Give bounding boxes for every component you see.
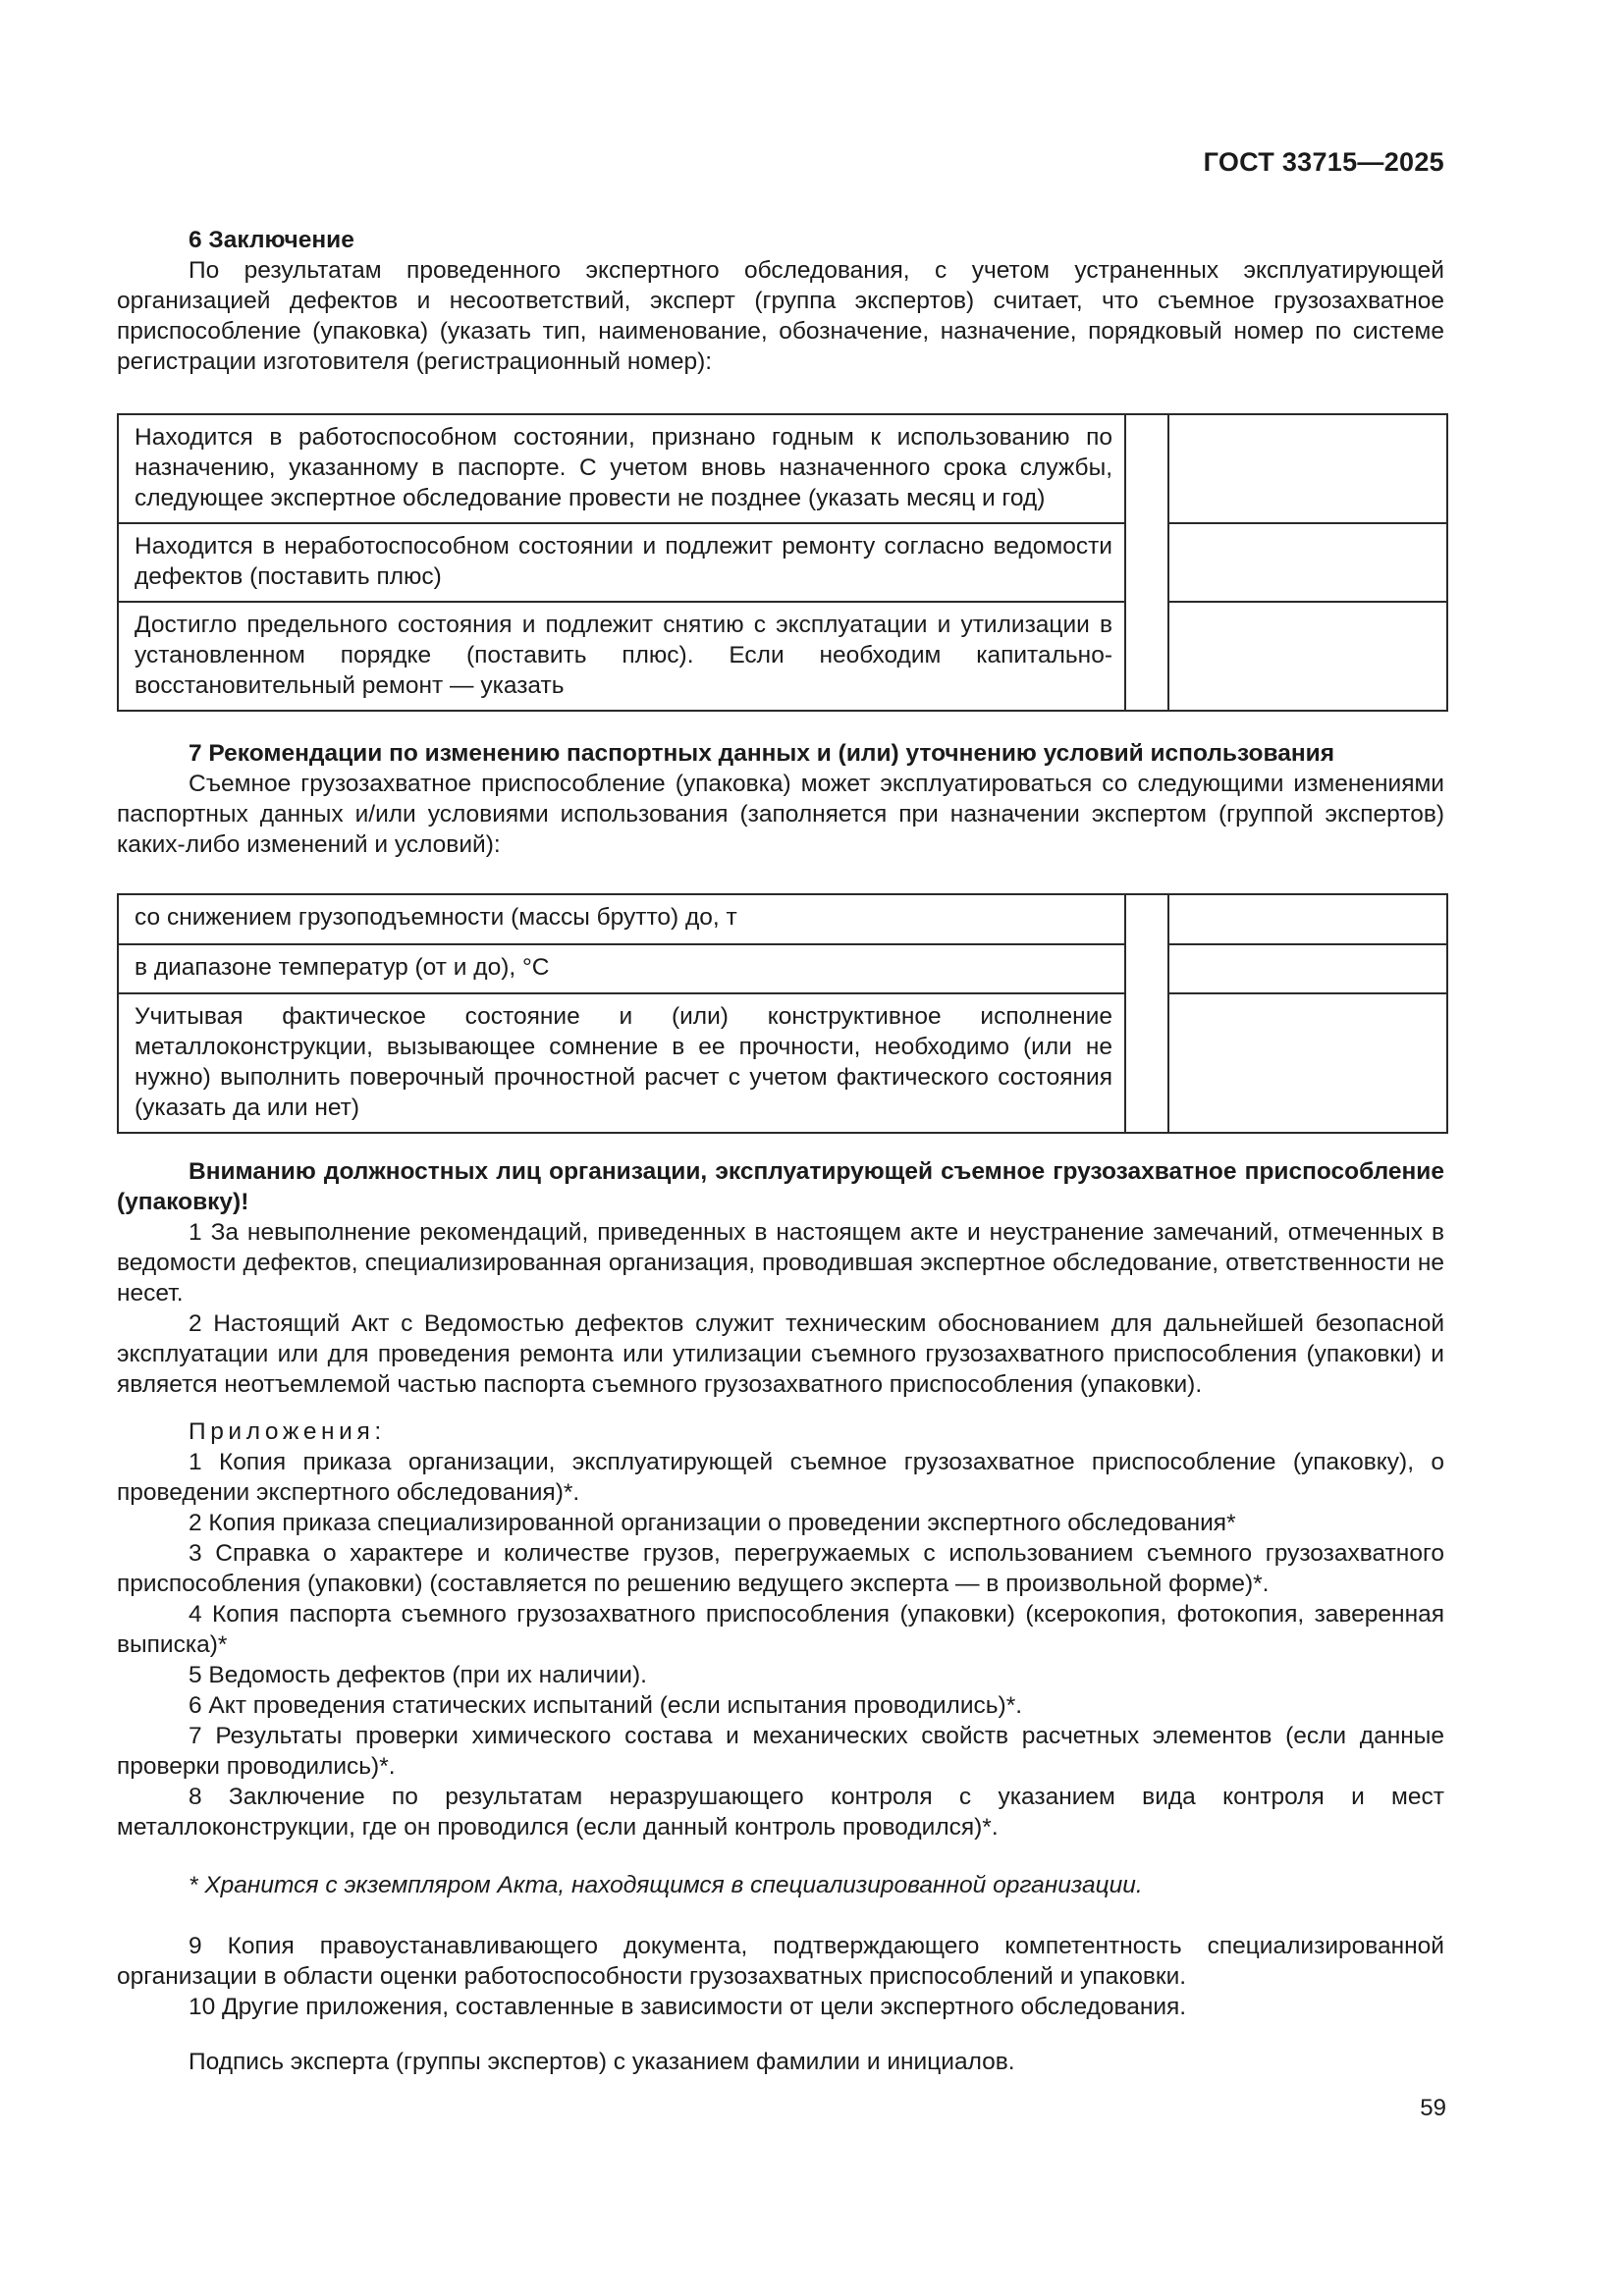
section-6-table	[117, 413, 1448, 712]
attention-section	[117, 1156, 1444, 1400]
table-cell-value[interactable]	[1168, 894, 1447, 944]
table-cell-text: Достигло предельного состояния и подлежит снятию с эксплуатации и утилизации в установленном порядке (поставить плюс). Если необходим капитально-восстановительный ремонт — указать	[118, 602, 1125, 711]
attention-title: Вниманию должностных лиц организации, эксплуатирующей съемное грузозахватное приспособление (упаковку)!	[117, 1158, 1444, 1215]
section-6-title: 6 Заключение	[189, 227, 354, 253]
list-item: 4 Копия паспорта съемного грузозахватного приспособления (упаковки) (ксерокопия, фотокопия, заверенная выписка)*	[117, 1601, 1444, 1658]
list-item: 2 Копия приказа специализированной организации о проведении экспертного обследования*	[189, 1510, 1236, 1536]
appendices-continued	[117, 1931, 1444, 2022]
table-row	[118, 414, 1447, 523]
table-row	[118, 944, 1447, 993]
table-cell-gap	[1125, 414, 1168, 523]
list-item: 1 Копия приказа организации, эксплуатирующей съемное грузозахватное приспособление (упаковку), о проведении экспертного обследования)*.	[117, 1449, 1444, 1506]
table-cell-gap	[1125, 993, 1168, 1133]
list-item: 6 Акт проведения статических испытаний (если испытания проводились)*.	[189, 1692, 1023, 1719]
appendices-section	[117, 1416, 1444, 1842]
footnote-text: * Хранится с экземпляром Акта, находящимся в специализированной организации.	[189, 1872, 1143, 1898]
list-item: 7 Результаты проверки химического состава и механических свойств расчетных элементов (если данные проверки проводились)*.	[117, 1723, 1444, 1780]
list-item: 3 Справка о характере и количестве грузов, перегружаемых с использованием съемного грузозахватного приспособления (упаковки) (составляется по решению ведущего эксперта — в произвольной форме)*.	[117, 1540, 1444, 1597]
section-6-text: По результатам проведенного экспертного обследования, с учетом устраненных эксплуатирующей организацией дефектов и несоответствий, эксперт (группа экспертов) считает, что съемное грузозахватное приспособление (упаковка) (указать тип, наименование, обозначение, назначение, порядковый номер по системе регистрации изготовителя (регистрационный номер):	[117, 257, 1444, 375]
table-cell-value[interactable]	[1168, 993, 1447, 1133]
table-cell-value[interactable]	[1168, 944, 1447, 993]
table-cell-gap	[1125, 944, 1168, 993]
section-7-table	[117, 893, 1448, 1134]
table-cell-gap	[1125, 602, 1168, 711]
section-6	[117, 225, 1444, 377]
document-code: ГОСТ 33715—2025	[1203, 147, 1444, 177]
table-cell-value[interactable]	[1168, 523, 1447, 602]
table-cell-text: Находится в работоспособном состоянии, признано годным к использованию по назначению, указанному в паспорте. С учетом вновь назначенного срока службы, следующее экспертное обследование провести не позднее (указать месяц и год)	[118, 414, 1125, 523]
table-cell-text: Учитывая фактическое состояние и (или) конструктивное исполнение металлоконструкции, вызывающее сомнение в ее прочности, необходимо (или не нужно) выполнить поверочный прочностной расчет с учетом фактического состояния (указать да или нет)	[118, 993, 1125, 1133]
appendices-title: Приложения:	[189, 1418, 386, 1445]
list-item: 9 Копия правоустанавливающего документа, подтверждающего компетентность специализированной организации в области оценки работоспособности грузозахватных приспособлений и упаковки.	[117, 1933, 1444, 1990]
table-cell-text: со снижением грузоподъемности (массы брутто) до, т	[118, 894, 1125, 944]
section-7-text: Съемное грузозахватное приспособление (упаковка) может эксплуатироваться со следующими изменениями паспортных данных и/или условиями использования (заполняется при назначении экспертом (группой экспертов) каких-либо изменений и условий):	[117, 771, 1444, 858]
table-cell-gap	[1125, 894, 1168, 944]
table-cell-text: в диапазоне температур (от и до), °С	[118, 944, 1125, 993]
table-cell-value[interactable]	[1168, 414, 1447, 523]
signature-section	[117, 2047, 1444, 2077]
table-row	[118, 993, 1447, 1133]
table-row	[118, 523, 1447, 602]
attention-paragraph: 1 За невыполнение рекомендаций, приведенных в настоящем акте и неустранение замечаний, отмеченных в ведомости дефектов, специализированная организация, проводившая экспертное обследование, ответственности не несет.	[117, 1219, 1444, 1307]
section-7-title: 7 Рекомендации по изменению паспортных данных и (или) уточнению условий использования	[189, 740, 1335, 767]
section-7	[117, 738, 1444, 860]
list-item: 5 Ведомость дефектов (при их наличии).	[189, 1662, 647, 1688]
attention-paragraph: 2 Настоящий Акт с Ведомостью дефектов служит техническим обоснованием для дальнейшей безопасной эксплуатации или для проведения ремонта или утилизации съемного грузозахватного приспособления (упаковки) и является неотъемлемой частью паспорта съемного грузозахватного приспособления (упаковки).	[117, 1310, 1444, 1398]
appendices-footnote	[117, 1870, 1444, 1900]
table-row	[118, 602, 1447, 711]
table-cell-gap	[1125, 523, 1168, 602]
list-item: 10 Другие приложения, составленные в зависимости от цели экспертного обследования.	[189, 1994, 1187, 2020]
signature-text: Подпись эксперта (группы экспертов) с указанием фамилии и инициалов.	[189, 2049, 1015, 2075]
page-number: 59	[1420, 2095, 1446, 2121]
table-cell-text: Находится в неработоспособном состоянии и подлежит ремонту согласно ведомости дефектов (поставить плюс)	[118, 523, 1125, 602]
table-cell-value[interactable]	[1168, 602, 1447, 711]
list-item: 8 Заключение по результатам неразрушающего контроля с указанием вида контроля и мест металлоконструкции, где он проводился (если данный контроль проводился)*.	[117, 1784, 1444, 1841]
table-row	[118, 894, 1447, 944]
